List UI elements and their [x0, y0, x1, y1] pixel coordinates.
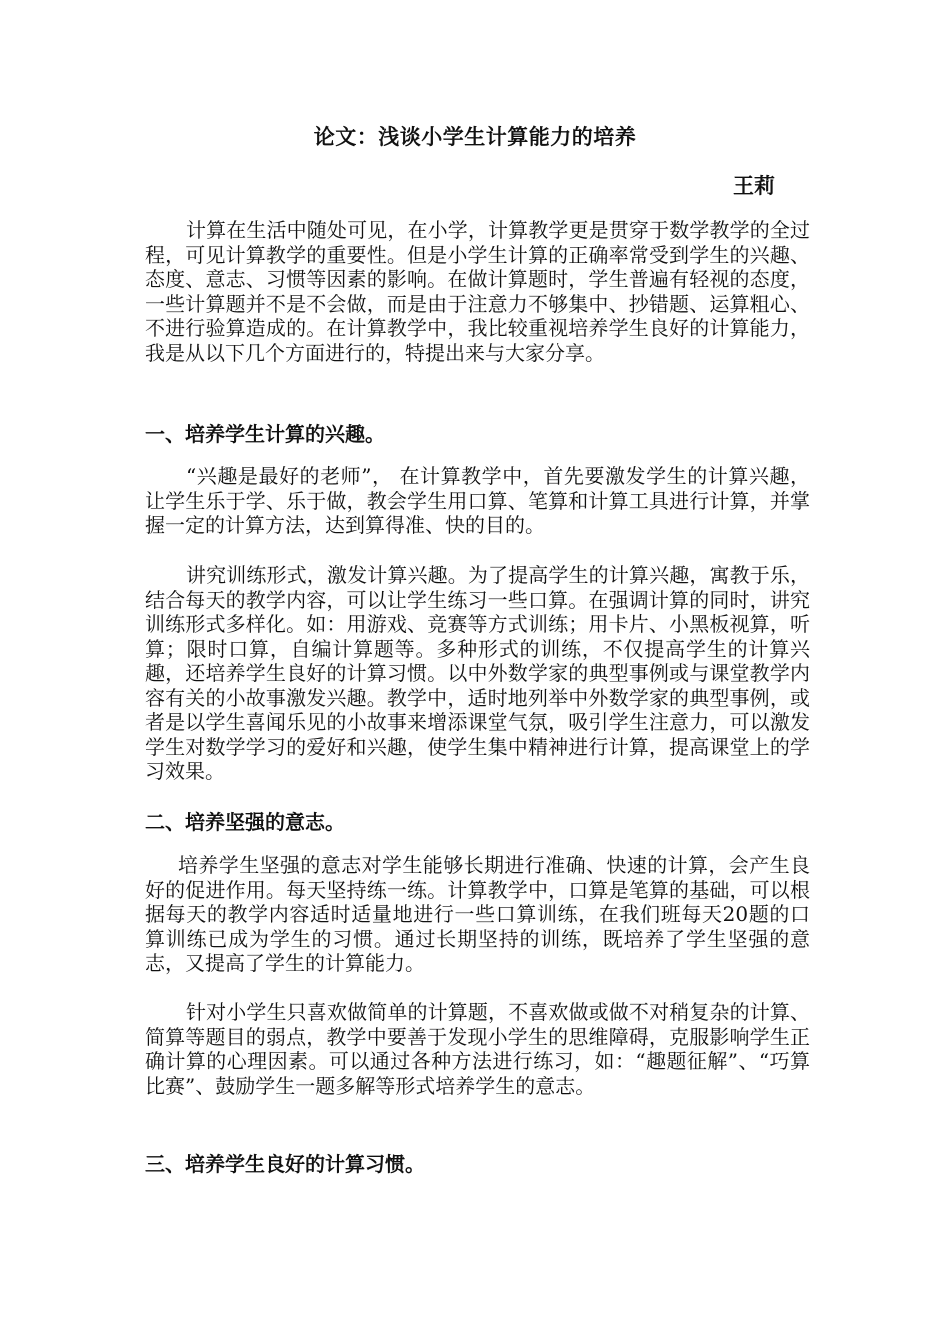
intro-paragraph: 计算在生活中随处可见，在小学，计算教学更是贯穿于数学教学的全过程，可见计算教学的重要性。但是小学生计算的正确率常受到学生的兴趣、态度、意志、习惯等因素的影响。在做计算题时，学生普遍有轻视的态度，一些计算题并不是不会做，而是由于注意力不够集中、抄错题、运算粗心、不进行验算造成的。在计算教学中，我比较重视培养学生良好的计算能力，我是从以下几个方面进行的，特提出来与大家分享。 — [145, 218, 810, 365]
section-3-heading: 三、培养学生良好的计算习惯。 — [145, 1152, 425, 1176]
section-1-paragraph-1: “兴趣是最好的老师”， 在计算教学中，首先要激发学生的计算兴趣，让学生乐于学、乐于做，教会学生用口算、笔算和计算工具进行计算，并掌握一定的计算方法，达到算得准、快的目的。 — [145, 464, 810, 537]
author-name: 王莉 — [733, 174, 775, 198]
section-2-paragraph-2: 针对小学生只喜欢做简单的计算题，不喜欢做或做不对稍复杂的计算、简算等题目的弱点，教学中要善于发现小学生的思维障碍，克服影响学生正确计算的心理因素。可以通过各种方法进行练习，如：“趣题征解”、“巧算比赛”、鼓励学生一题多解等形式培养学生的意志。 — [145, 1000, 810, 1098]
document-title: 论文：浅谈小学生计算能力的培养 — [313, 125, 637, 149]
section-1-heading: 一、培养学生计算的兴趣。 — [145, 422, 385, 446]
section-1-paragraph-2: 讲究训练形式，激发计算兴趣。为了提高学生的计算兴趣，寓教于乐，结合每天的教学内容，可以让学生练习一些口算。在强调计算的同时，讲究训练形式多样化。如：用游戏、竞赛等方式训练；用卡片、小黑板视算，听算；限时口算，自编计算题等。多种形式的训练，不仅提高学生的计算兴趣，还培养学生良好的计算习惯。以中外数学家的典型事例或与课堂教学内容有关的小故事激发兴趣。教学中，适时地列举中外数学家的典型事例，或者是以学生喜闻乐见的小故事来增添课堂气氛，吸引学生注意力，可以激发学生对数学学习的爱好和兴趣，使学生集中精神进行计算，提高课堂上的学习效果。 — [145, 563, 810, 783]
section-2-heading: 二、培养坚强的意志。 — [145, 810, 345, 834]
section-2-paragraph-1: 培养学生坚强的意志对学生能够长期进行准确、快速的计算，会产生良好的促进作用。每天坚持练一练。计算教学中，口算是笔算的基础，可以根据每天的教学内容适时适量地进行一些口算训练，在我们班每天20题的口算训练已成为学生的习惯。通过长期坚持的训练，既培养了学生坚强的意志，又提高了学生的计算能力。 — [145, 853, 810, 975]
